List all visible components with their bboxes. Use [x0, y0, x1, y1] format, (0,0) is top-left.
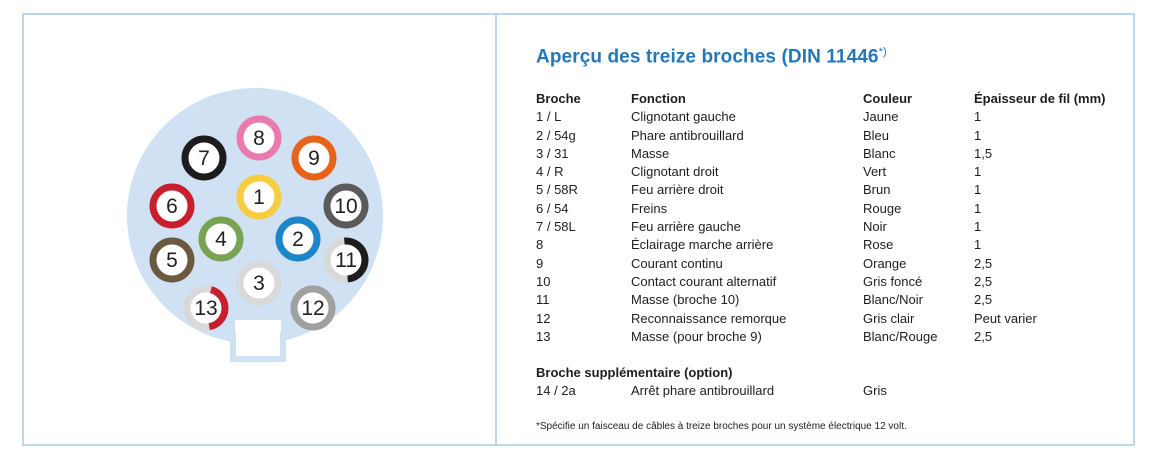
cell-thickness: 1	[974, 237, 982, 253]
cell-function: Feu arrière droit	[631, 182, 724, 198]
connector-svg	[28, 20, 488, 440]
pin-3	[240, 264, 278, 302]
extra-pin-row	[536, 382, 1126, 400]
cell-function: Clignotant droit	[631, 164, 719, 180]
cell-thickness: 1	[974, 127, 982, 143]
pin-table-row	[536, 328, 1126, 346]
cell-thickness: 1	[974, 164, 982, 180]
pin-table-row	[536, 181, 1126, 199]
pin-number: 4	[215, 228, 227, 251]
cell-pin: 4 / R	[536, 164, 564, 180]
pin-table-row	[536, 200, 1126, 218]
header-color: Couleur	[863, 91, 913, 106]
cell-function: Clignotant gauche	[631, 109, 736, 125]
pin-13	[187, 289, 225, 327]
cell-thickness: 1	[974, 219, 982, 235]
cell-function: Feu arrière gauche	[631, 219, 741, 235]
pin-table-row	[536, 127, 1126, 145]
cell-function: Éclairage marche arrière	[631, 237, 774, 253]
pin-number: 5	[166, 249, 178, 272]
pin-9	[295, 139, 333, 177]
panel-divider	[495, 13, 497, 446]
cell-pin: 10	[536, 273, 551, 289]
cell-function: Masse (broche 10)	[631, 292, 740, 308]
pin-number: 7	[198, 147, 210, 170]
cell-color: Rose	[863, 237, 894, 253]
cell-pin: 1 / L	[536, 109, 562, 125]
pin-number: 6	[166, 195, 178, 218]
cell-color: Gris	[863, 383, 887, 399]
pin-10	[327, 187, 365, 225]
pin-table-header	[536, 90, 1126, 108]
header-function: Fonction	[631, 91, 686, 106]
extra-pin-heading: Broche supplémentaire (option)	[536, 365, 733, 380]
cell-color: Blanc	[863, 145, 896, 161]
overview-title	[536, 46, 887, 68]
pin-2	[279, 220, 317, 258]
cell-color: Bleu	[863, 127, 890, 143]
pin-8	[240, 119, 278, 157]
cell-color: Gris clair	[863, 310, 915, 326]
cell-pin: 3 / 31	[536, 145, 569, 161]
pin-table-row	[536, 291, 1126, 309]
cell-function: Contact courant alternatif	[631, 273, 777, 289]
pin-number: 8	[253, 127, 265, 150]
cell-thickness: 1	[974, 200, 982, 216]
cell-color: Rouge	[863, 200, 902, 216]
cell-pin: 11	[536, 292, 550, 308]
cell-thickness: 1,5	[974, 145, 993, 161]
cell-pin: 13	[536, 328, 551, 344]
pin-table-row	[536, 145, 1126, 163]
cell-color: Noir	[863, 219, 887, 235]
cell-color: Vert	[863, 164, 887, 180]
cell-function: Courant continu	[631, 255, 723, 271]
pin-12	[294, 289, 332, 327]
pin-table-row	[536, 108, 1126, 126]
cell-function: Phare antibrouillard	[631, 127, 744, 143]
cell-pin: 7 / 58L	[536, 219, 576, 235]
cell-thickness: 1	[974, 182, 982, 198]
cell-thickness: 2,5	[974, 273, 993, 289]
pin-number: 11	[335, 249, 357, 272]
pin-table-row	[536, 310, 1126, 328]
cell-pin: 8	[536, 237, 544, 253]
cell-function: Masse (pour broche 9)	[631, 328, 762, 344]
cell-function: Masse	[631, 145, 670, 161]
cell-color: Jaune	[863, 109, 899, 125]
header-thickness: Épaisseur de fil (mm)	[974, 91, 1106, 106]
cell-function: Freins	[631, 200, 668, 216]
cell-pin: 2 / 54g	[536, 127, 576, 143]
pin-table-row	[536, 163, 1126, 181]
cell-thickness: 2,5	[974, 255, 993, 271]
pin-number: 10	[334, 195, 358, 218]
pin-table-row	[536, 218, 1126, 236]
pin-11	[327, 241, 365, 279]
cell-function: Arrêt phare antibrouillard	[631, 383, 775, 399]
pin-table-row	[536, 273, 1126, 291]
header-pin: Broche	[536, 91, 581, 106]
extra-pin-section	[536, 364, 1126, 401]
pin-table-row	[536, 236, 1126, 254]
cell-function: Reconnaissance remorque	[631, 310, 787, 326]
pin-number: 1	[253, 186, 265, 209]
cell-color: Blanc/Rouge	[863, 328, 938, 344]
pin-table-row	[536, 255, 1126, 273]
pin-4	[202, 220, 240, 258]
cell-color: Blanc/Noir	[863, 292, 923, 308]
pin-number: 9	[308, 147, 320, 170]
footnote: *Spécifie un faisceau de câbles à treize broches pour un système électrique 12 volt.	[536, 421, 907, 432]
cell-thickness: 2,5	[974, 292, 993, 308]
pin-number: 3	[253, 272, 265, 295]
pin-table	[536, 90, 1126, 346]
pin-7	[185, 139, 223, 177]
cell-color: Brun	[863, 182, 891, 198]
pin-number: 2	[292, 228, 304, 251]
cell-pin: 9	[536, 255, 544, 271]
cell-thickness: 2,5	[974, 328, 993, 344]
cell-color: Orange	[863, 255, 907, 271]
overview-title-mark: *)	[878, 46, 887, 58]
pin-1	[240, 178, 278, 216]
pin-6	[153, 187, 191, 225]
overview-title-text: Aperçu des treize broches (DIN 11446	[536, 46, 879, 68]
cell-pin: 5 / 58R	[536, 182, 578, 198]
connector-diagram	[28, 20, 488, 440]
cell-pin: 6 / 54	[536, 200, 569, 216]
cell-pin: 12	[536, 310, 551, 326]
cell-pin: 14 / 2a	[536, 383, 576, 399]
pin-table-body	[536, 108, 1126, 346]
pin-number: 12	[301, 297, 325, 320]
pin-number: 13	[194, 297, 218, 320]
cell-color: Gris foncé	[863, 273, 923, 289]
pin-5	[153, 241, 191, 279]
cell-thickness: 1	[974, 109, 982, 125]
cell-thickness: Peut varier	[974, 310, 1037, 326]
